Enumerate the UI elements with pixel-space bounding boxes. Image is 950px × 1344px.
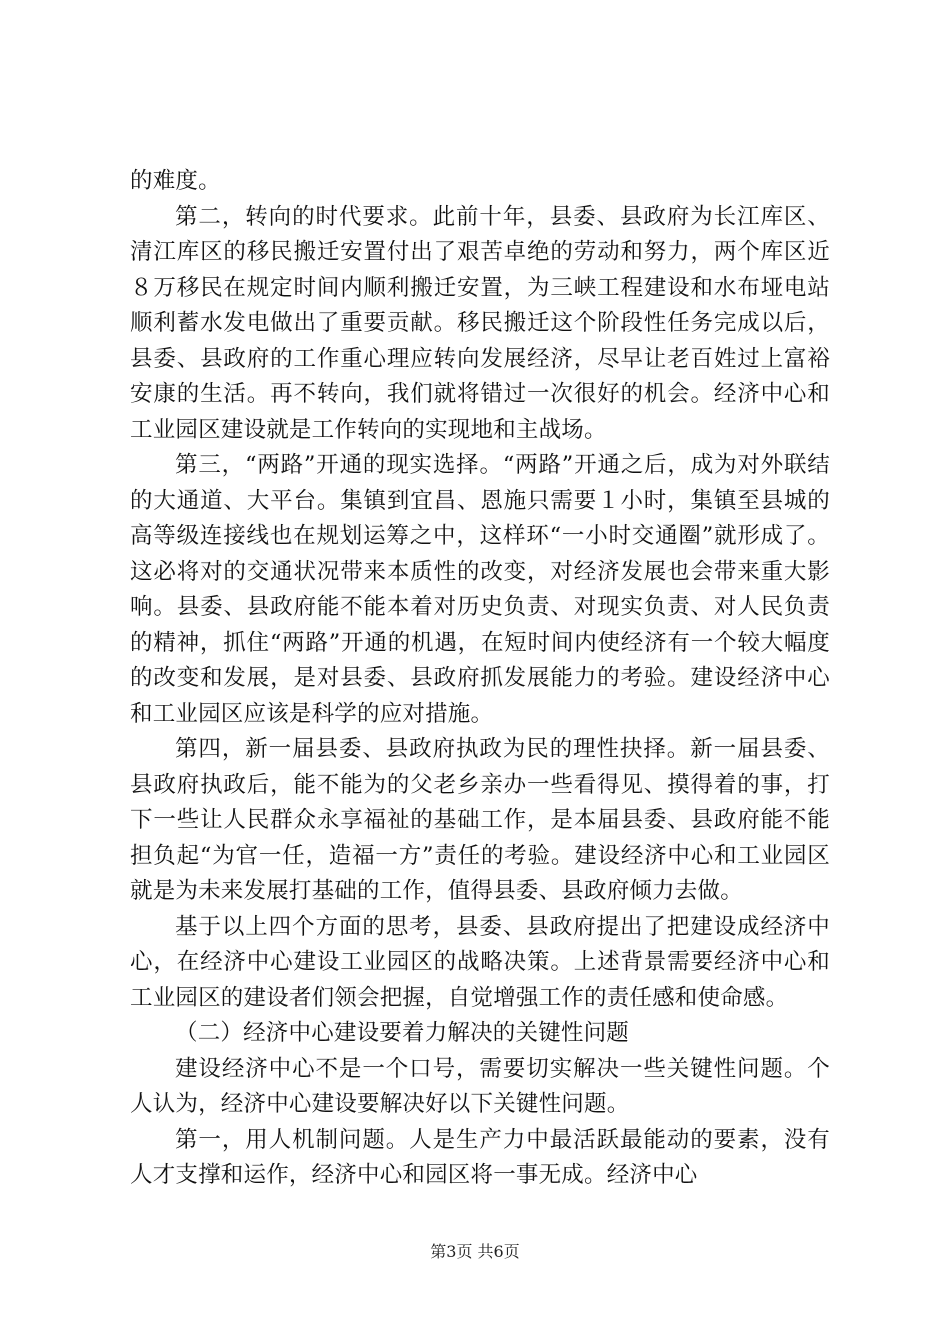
paragraph-fourth-reason: 第四，新一届县委、县政府执政为民的理性抉择。新一届县委、县政府执政后，能不能为的父老乡亲办一些看得见、摸得着的事，打下一些让人民群众永享福祉的基础工作，是本届县委、县政府能不能担负起“为官一任，造福一方”责任的考验。建设经济中心和工业园区就是为未来发展打基础的工作，值得县委、县政府倾力去做。	[130, 736, 830, 904]
document-body	[130, 164, 830, 1194]
section-heading: （二）经济中心建设要着力解决的关键性问题	[175, 1020, 630, 1046]
paragraph-summary: 基于以上四个方面的思考，县委、县政府提出了把建设成经济中心，在经济中心建设工业园区的战略决策。上述背景需要经济中心和工业园区的建设者们领会把握，自觉增强工作的责任感和使命感。	[130, 913, 830, 1011]
page-number-footer: 第3页 共6页	[430, 1242, 520, 1261]
paragraph-third-reason: 第三，“两路”开通的现实选择。“两路”开通之后，成为对外联结的大通道、大平台。集镇到宜昌、恩施只需要１小时，集镇至县城的高等级连接线也在规划运筹之中，这样环“一小时交通圈”就形成了。这必将对的交通状况带来本质性的改变，对经济发展也会带来重大影响。县委、县政府能不能本着对历史负责、对现实负责、对人民负责的精神，抓住“两路”开通的机遇，在短时间内使经济有一个较大幅度的改变和发展，是对县委、县政府抓发展能力的考验。建设经济中心和工业园区应该是科学的应对措施。	[130, 452, 830, 727]
paragraph-first-issue: 第一，用人机制问题。人是生产力中最活跃最能动的要素，没有人才支撑和运作，经济中心和园区将一事无成。经济中心	[130, 1126, 830, 1188]
paragraph-second-reason: 第二，转向的时代要求。此前十年，县委、县政府为长江库区、清江库区的移民搬迁安置付出了艰苦卓绝的劳动和努力，两个库区近８万移民在规定时间内顺利搬迁安置，为三峡工程建设和水布垭电站顺利蓄水发电做出了重要贡献。移民搬迁这个阶段性任务完成以后，县委、县政府的工作重心理应转向发展经济，尽早让老百姓过上富裕安康的生活。再不转向，我们就将错过一次很好的机会。经济中心和工业园区建设就是工作转向的实现地和主战场。	[130, 203, 830, 443]
paragraph-continuation: 的难度。	[130, 168, 221, 194]
paragraph-key-issues-intro: 建设经济中心不是一个口号，需要切实解决一些关键性问题。个人认为，经济中心建设要解决好以下关键性问题。	[130, 1055, 830, 1117]
